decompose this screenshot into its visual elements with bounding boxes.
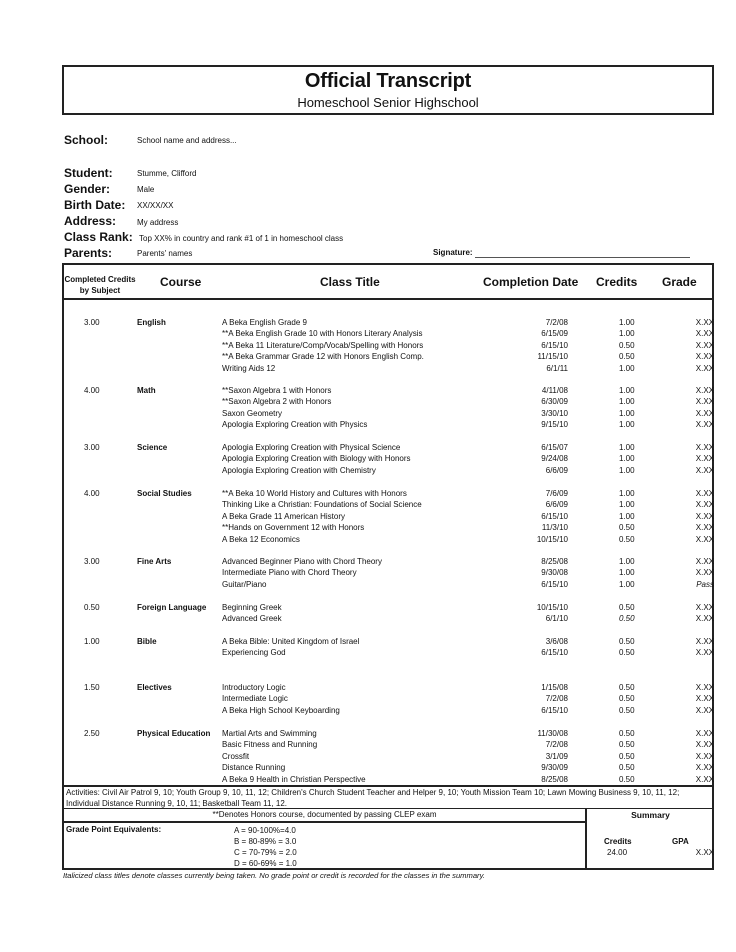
subject-name: Math — [137, 386, 156, 395]
transcript-table — [62, 263, 714, 787]
class-credits: 0.50 — [619, 614, 635, 624]
summary-title: Summary — [631, 810, 670, 820]
gpe-label: Grade Point Equivalents: — [66, 825, 162, 834]
class-grade: X.XX — [695, 705, 714, 715]
class-credits: 0.50 — [619, 729, 635, 738]
class-date: 7/2/08 — [545, 318, 568, 327]
class-grade: X.XX — [695, 340, 714, 350]
class-credits: 0.50 — [619, 740, 635, 750]
subject-name: Science — [137, 443, 168, 452]
class-grade: Pass — [696, 579, 714, 589]
class-credits: 0.50 — [619, 705, 635, 715]
class-title: Beginning Greek — [222, 603, 282, 612]
class-grade: X.XX — [695, 397, 714, 407]
subject-name: Physical Education — [137, 729, 211, 738]
class-date: 4/11/08 — [541, 386, 568, 395]
subject-credits: 3.00 — [84, 557, 100, 566]
class-credits: 1.00 — [619, 443, 635, 452]
class-credits: 0.50 — [619, 523, 635, 533]
parents-value: Parents' names — [137, 249, 193, 258]
gpe-line: D = 60-69% = 1.0 — [234, 859, 297, 868]
class-credits: 0.50 — [619, 534, 635, 544]
class-title: **Saxon Algebra 1 with Honors — [222, 386, 332, 395]
subject-name: Foreign Language — [137, 603, 207, 612]
gender-value: Male — [137, 185, 155, 194]
header-course: Course — [160, 275, 202, 289]
class-date: 11/30/08 — [537, 729, 568, 738]
class-date: 6/15/10 — [541, 340, 568, 350]
class-credits: 0.50 — [619, 751, 635, 761]
subject-name: Bible — [137, 637, 157, 646]
address-label: Address: — [64, 214, 117, 228]
activities-text: Activities: Civil Air Patrol 9, 10; Youth Group 9, 10, 11, 12; Children's Church Student Teacher and Helper 9, 10; Youth Mission Team 10; Lawn Mowing Business 9, 10, 11, 12; Individual Distance Running 9, 10, 11; Basketball Team 11, 12. — [62, 785, 714, 809]
gpe-line: B = 80-89% = 3.0 — [234, 837, 297, 846]
rank-value: Top XX% in country and rank #1 of 1 in homeschool class — [139, 234, 344, 243]
class-date: 3/6/08 — [545, 637, 568, 646]
header-completion-date: Completion Date — [483, 275, 579, 289]
gpe-line: C = 70-79% = 2.0 — [234, 848, 297, 857]
class-grade: X.XX — [695, 420, 714, 430]
class-credits: 1.00 — [619, 465, 635, 475]
class-date: 9/24/08 — [541, 454, 568, 464]
gpe-lines — [234, 825, 297, 869]
class-title: Crossfit — [222, 751, 250, 761]
class-grade: X.XX — [695, 500, 714, 510]
class-date: 8/25/08 — [541, 557, 568, 566]
subject-credits: 4.00 — [84, 386, 100, 395]
address-value: My address — [137, 218, 179, 227]
class-title: Martial Arts and Swimming — [222, 729, 317, 738]
subject-name: Fine Arts — [137, 557, 172, 566]
class-title: Advanced Greek — [222, 614, 282, 624]
school-value: School name and address... — [137, 136, 237, 145]
class-date: 9/30/09 — [541, 763, 568, 773]
bottom-section — [62, 808, 714, 870]
subject-credits: 3.00 — [84, 318, 100, 327]
class-credits: 1.00 — [619, 420, 635, 430]
summary-gpa-value: X.XX — [695, 848, 714, 857]
class-grade: X.XX — [695, 729, 714, 738]
class-title: **Saxon Algebra 2 with Honors — [222, 397, 332, 407]
header-credits: Credits — [596, 275, 638, 289]
class-date: 6/1/10 — [545, 614, 568, 624]
class-title: Thinking Like a Christian: Foundations of Social Science — [222, 500, 422, 510]
class-title: Saxon Geometry — [222, 408, 283, 418]
class-title: **A Beka 11 Literature/Comp/Vocab/Spelling with Honors — [222, 340, 424, 350]
class-date: 6/15/10 — [541, 511, 568, 521]
class-grade: X.XX — [695, 614, 714, 624]
footnote: Italicized class titles denote classes currently being taken. No grade point or credit is recorded for the classes in the summary. — [63, 871, 485, 880]
gpe-line: A = 90-100%=4.0 — [234, 826, 296, 835]
class-grade: X.XX — [695, 774, 714, 784]
class-credits: 1.00 — [619, 579, 635, 589]
class-date: 6/6/09 — [545, 465, 568, 475]
class-date: 6/15/10 — [541, 648, 568, 658]
signature-label: Signature: — [433, 248, 473, 257]
class-credits: 0.50 — [619, 352, 635, 362]
class-title: Basic Fitness and Running — [222, 740, 318, 750]
class-title: **A Beka Grammar Grade 12 with Honors English Comp. — [222, 352, 424, 362]
summary-gpa-label: GPA — [672, 837, 689, 846]
class-title: Apologia Exploring Creation with Biology with Honors — [222, 454, 411, 464]
honors-note: **Denotes Honors course, documented by passing CLEP exam — [64, 809, 587, 823]
class-date: 8/25/08 — [541, 774, 568, 784]
subject-credits: 1.00 — [84, 637, 100, 646]
class-credits: 0.50 — [619, 648, 635, 658]
class-credits: 0.50 — [619, 683, 635, 692]
class-title: **A Beka 10 World History and Cultures with Honors — [222, 489, 407, 498]
class-title: Guitar/Piano — [222, 579, 267, 589]
class-grade: X.XX — [695, 648, 714, 658]
class-title: **Hands on Government 12 with Honors — [222, 523, 365, 533]
class-title: **A Beka English Grade 10 with Honors Literary Analysis — [222, 329, 423, 339]
class-grade: X.XX — [695, 363, 714, 373]
title-box — [62, 65, 714, 115]
header-class-title: Class Title — [320, 275, 380, 289]
student-label: Student: — [64, 166, 113, 180]
class-date: 6/15/10 — [541, 579, 568, 589]
class-title: Apologia Exploring Creation with Physics — [222, 420, 368, 430]
birth-value: XX/XX/XX — [137, 201, 174, 210]
class-credits: 1.00 — [619, 408, 635, 418]
header-grade: Grade — [662, 275, 697, 289]
class-grade: X.XX — [695, 694, 714, 704]
class-title: Apologia Exploring Creation with Chemistry — [222, 465, 376, 475]
page-title: Official Transcript — [304, 70, 472, 92]
class-date: 3/1/09 — [545, 751, 568, 761]
class-credits: 1.00 — [619, 318, 635, 327]
class-title: A Beka High School Keyboarding — [222, 705, 340, 715]
class-date: 3/30/10 — [541, 408, 568, 418]
class-date: 7/2/08 — [545, 694, 568, 704]
summary-credits-label: Credits — [604, 837, 632, 846]
class-grade: X.XX — [695, 329, 714, 339]
class-date: 10/15/10 — [536, 534, 568, 544]
class-grade: X.XX — [695, 763, 714, 773]
class-date: 9/30/08 — [541, 568, 568, 578]
class-date: 6/15/10 — [541, 705, 568, 715]
class-credits: 0.50 — [619, 340, 635, 350]
parents-label: Parents: — [64, 246, 113, 260]
class-grade: X.XX — [695, 568, 714, 578]
class-grade: X.XX — [695, 352, 714, 362]
class-title: A Beka Grade 11 American History — [222, 511, 346, 521]
class-date: 10/15/10 — [536, 603, 568, 612]
class-grade: X.XX — [695, 511, 714, 521]
class-title: A Beka 12 Economics — [222, 534, 300, 544]
class-credits: 1.00 — [619, 500, 635, 510]
table-header — [64, 265, 712, 300]
class-credits: 0.50 — [619, 637, 635, 646]
class-title: Distance Running — [222, 763, 286, 773]
class-title: Introductory Logic — [222, 683, 286, 692]
class-grade: X.XX — [695, 534, 714, 544]
class-date: 9/15/10 — [541, 420, 568, 430]
class-grade: X.XX — [695, 637, 714, 646]
signature-line[interactable] — [475, 257, 690, 258]
class-grade: X.XX — [695, 489, 714, 498]
subject-name: Social Studies — [137, 489, 192, 498]
school-label: School: — [64, 133, 108, 147]
class-grade: X.XX — [695, 740, 714, 750]
subject-credits: 1.50 — [84, 683, 100, 692]
class-date: 1/15/08 — [541, 683, 568, 692]
class-credits: 0.50 — [619, 694, 635, 704]
class-title: Writing Aids 12 — [222, 363, 276, 373]
class-date: 11/3/10 — [541, 523, 568, 533]
class-grade: X.XX — [695, 523, 714, 533]
subject-credits: 2.50 — [84, 729, 100, 738]
class-title: Experiencing God — [222, 648, 286, 658]
class-date: 7/6/09 — [545, 489, 568, 498]
class-credits: 0.50 — [619, 774, 635, 784]
subject-credits: 4.00 — [84, 489, 100, 498]
class-credits: 1.00 — [619, 568, 635, 578]
class-grade: X.XX — [695, 683, 714, 692]
class-credits: 1.00 — [619, 454, 635, 464]
subject-credits: 0.50 — [84, 603, 100, 612]
student-value: Stumme, Clifford — [137, 169, 197, 178]
class-grade: X.XX — [695, 751, 714, 761]
class-credits: 1.00 — [619, 397, 635, 407]
class-title: Advanced Beginner Piano with Chord Theory — [222, 557, 382, 566]
class-credits: 1.00 — [619, 363, 635, 373]
class-credits: 1.00 — [619, 386, 635, 395]
page-subtitle: Homeschool Senior Highschool — [297, 95, 479, 110]
class-grade: X.XX — [695, 443, 714, 452]
class-grade: X.XX — [695, 386, 714, 395]
class-credits: 1.00 — [619, 557, 635, 566]
class-credits: 1.00 — [619, 489, 635, 498]
class-grade: X.XX — [695, 557, 714, 566]
class-grade: X.XX — [695, 465, 714, 475]
class-title: A Beka English Grade 9 — [222, 318, 307, 327]
class-credits: 0.50 — [619, 763, 635, 773]
class-grade: X.XX — [695, 318, 714, 327]
subject-name: Electives — [137, 683, 172, 692]
header-completed-credits: Completed Credits by Subject — [64, 275, 136, 295]
class-credits: 1.00 — [619, 511, 635, 521]
class-date: 6/30/09 — [541, 397, 568, 407]
summary-credits-value: 24.00 — [607, 848, 628, 857]
class-date: 11/15/10 — [537, 352, 568, 362]
class-title: A Beka 9 Health in Christian Perspective — [222, 774, 366, 784]
gender-label: Gender: — [64, 182, 111, 196]
class-date: 6/15/07 — [541, 443, 568, 452]
class-credits: 0.50 — [619, 603, 635, 612]
grade-point-equivalents — [64, 823, 587, 869]
class-date: 6/6/09 — [545, 500, 568, 510]
class-date: 6/1/11 — [546, 363, 568, 373]
class-date: 7/2/08 — [545, 740, 568, 750]
class-date: 6/15/09 — [541, 329, 568, 339]
class-grade: X.XX — [695, 603, 714, 612]
class-credits: 1.00 — [619, 329, 635, 339]
class-title: Intermediate Piano with Chord Theory — [222, 568, 357, 578]
class-title: Apologia Exploring Creation with Physical Science — [222, 443, 401, 452]
birth-label: Birth Date: — [64, 198, 126, 212]
class-title: Intermediate Logic — [222, 694, 288, 704]
rank-label: Class Rank: — [64, 230, 133, 244]
class-grade: X.XX — [695, 454, 714, 464]
class-title: A Beka Bible: United Kingdom of Israel — [222, 637, 360, 646]
subject-credits: 3.00 — [84, 443, 100, 452]
class-grade: X.XX — [695, 408, 714, 418]
subject-name: English — [137, 318, 166, 327]
